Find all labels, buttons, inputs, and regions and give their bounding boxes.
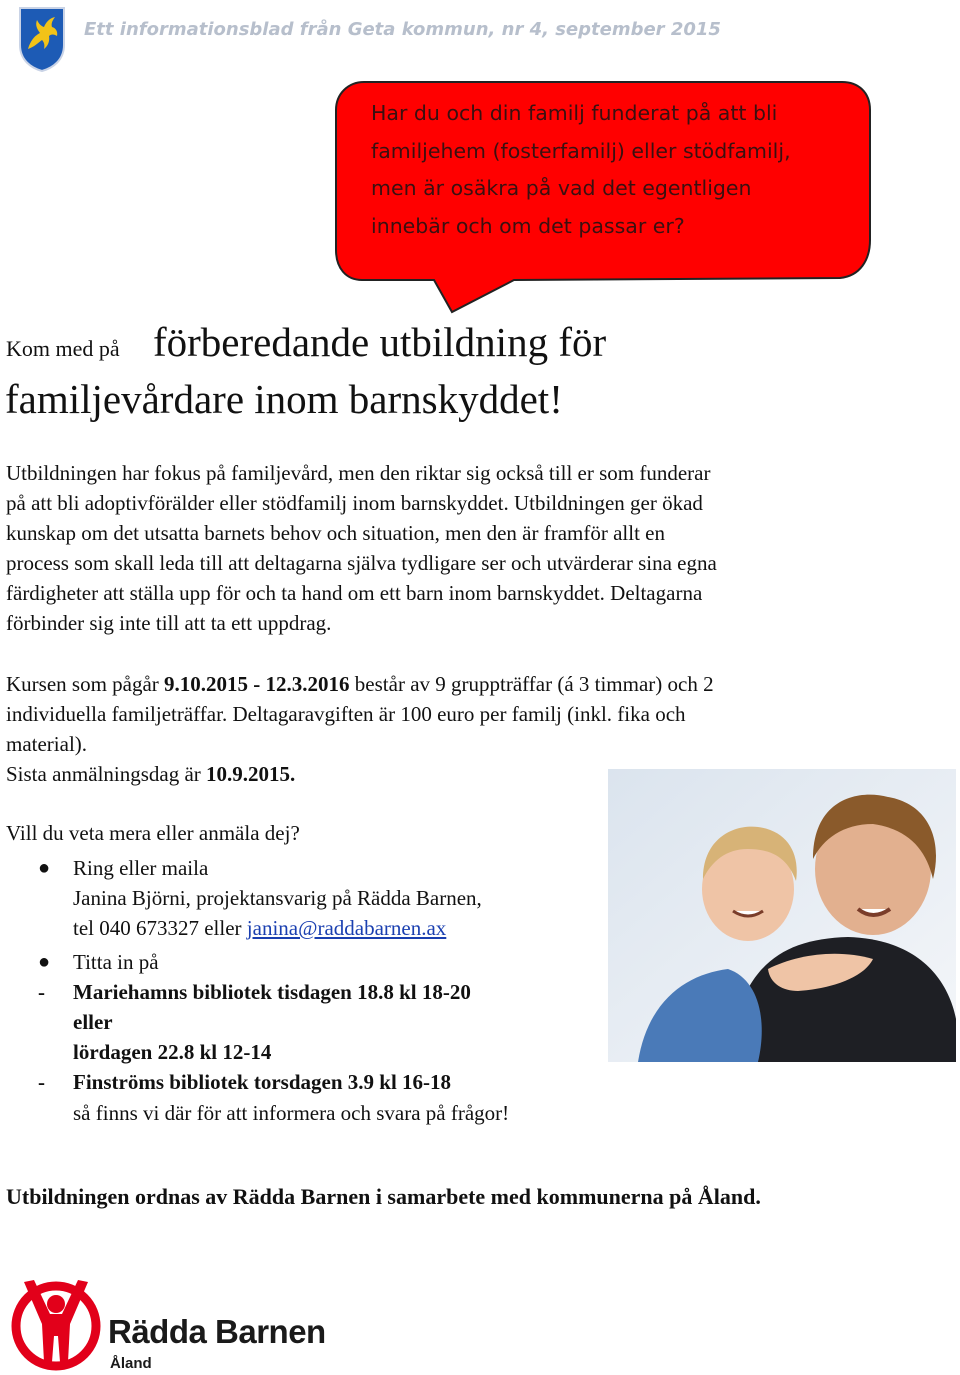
logo-wordmark: Rädda Barnen	[108, 1313, 326, 1350]
deadline-label: Sista anmälningsdag är	[6, 762, 207, 786]
organizer-note: Utbildningen ordnas av Rädda Barnen i samarbete med kommunerna på Åland.	[6, 1184, 761, 1209]
list-item-text: Ring eller maila	[73, 856, 209, 880]
course-paragraph	[6, 669, 714, 759]
library-visit-finstrom: Finströms bibliotek torsdagen 3.9 kl 16-18	[73, 1070, 452, 1094]
list-item	[0, 883, 600, 913]
email-link[interactable]: janina@raddabarnen.ax	[246, 916, 447, 940]
deadline-date: 10.9.2015.	[206, 762, 296, 786]
bubble-line: innebär och om det passar er?	[371, 213, 685, 238]
list-item	[0, 947, 600, 977]
course-text: består av 9 gruppträffar (á 3 timmar) och 2	[349, 672, 714, 696]
dash-icon: -	[38, 980, 45, 1004]
list-item-text: Titta in på	[73, 950, 159, 974]
paragraph-line: färdigheter att ställa upp för och ta hand om ett barn inom barnskyddet. Deltagarna	[6, 581, 703, 605]
course-dates: 9.10.2015 - 12.3.2016	[164, 672, 350, 696]
list-item	[0, 1098, 620, 1128]
contact-question: Vill du veta mera eller anmäla dej?	[6, 821, 300, 845]
headline-main: förberedande utbildning för	[153, 319, 607, 365]
bubble-line: familjehem (fosterfamilj) eller stödfamilj,	[371, 138, 791, 163]
dash-icon: -	[38, 1070, 45, 1094]
list-item	[0, 913, 600, 943]
newsletter-title: Ett informationsblad från Geta kommun, nr 4, september 2015	[84, 19, 721, 40]
paragraph-line: på att bli adoptivförälder eller stödfamilj inom barnskyddet. Utbildningen ger ökad	[6, 491, 703, 515]
headline-lead: Kom med på	[6, 336, 120, 361]
bubble-line: Har du och din familj funderat på att bli	[371, 101, 778, 125]
list-item	[0, 977, 600, 1007]
closing-text: så finns vi där för att informera och svara på frågor!	[73, 1101, 510, 1125]
contact-phone: tel 040 673327 eller	[73, 916, 247, 940]
bubble-question	[371, 95, 851, 245]
geta-crest-icon	[17, 5, 67, 73]
intro-paragraph	[6, 458, 717, 638]
course-text: Kursen som pågår	[6, 672, 165, 696]
library-visit-mariehamn: Mariehamns bibliotek tisdagen 18.8 kl 18-20	[73, 980, 471, 1004]
contact-person: Janina Björni, projektansvarig på Rädda Barnen,	[73, 886, 482, 910]
headline-line2: familjevårdare inom barnskyddet!	[5, 376, 563, 422]
logo-region: Åland	[110, 1355, 152, 1372]
paragraph-line: kunskap om det utsatta barnets behov och situation, men den är framför allt en	[6, 521, 665, 545]
paragraph-line: process som skall leda till att deltagarna själva tydligare ser och utvärderar sina egna	[6, 551, 717, 575]
radda-barnen-logo-icon	[10, 1276, 102, 1372]
library-visit-saturday: lördagen 22.8 kl 12-14	[73, 1040, 272, 1064]
paragraph-line: Utbildningen har fokus på familjevård, men den riktar sig också till er som funderar	[6, 461, 711, 485]
paragraph-line: material).	[6, 732, 88, 756]
bullet-icon: ●	[38, 857, 51, 879]
children-photo	[608, 769, 956, 1062]
list-item	[0, 1067, 600, 1097]
bullet-icon: ●	[38, 951, 51, 973]
list-item	[0, 1037, 600, 1067]
list-item	[0, 1007, 600, 1037]
bubble-line: men är osäkra på vad det egentligen	[371, 176, 752, 200]
paragraph-line	[6, 669, 714, 699]
list-item	[0, 853, 600, 883]
registration-deadline	[6, 759, 295, 789]
list-item-text: eller	[73, 1010, 113, 1034]
paragraph-line: individuella familjeträffar. Deltagaravgiften är 100 euro per familj (inkl. fika och	[6, 702, 686, 726]
paragraph-line: förbinder sig inte till att ta ett uppdrag.	[6, 611, 332, 635]
